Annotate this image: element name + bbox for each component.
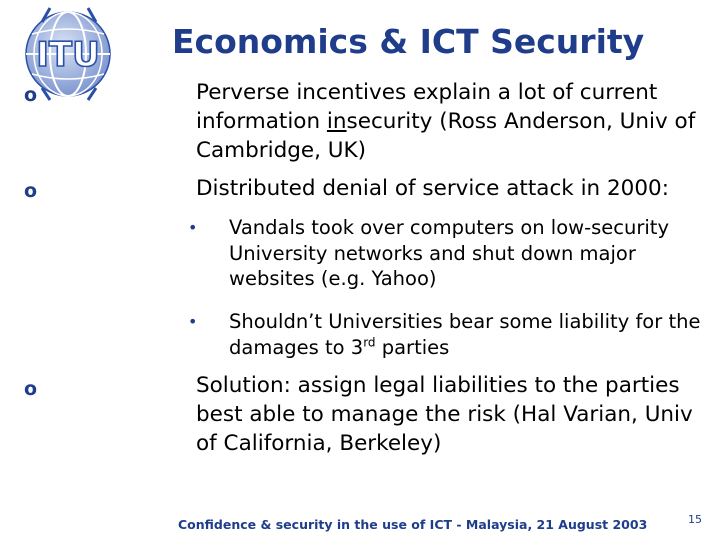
bullet-text-1-underlined: in xyxy=(326,109,347,134)
sub-bullet-text-2-part-b: parties xyxy=(375,335,450,359)
sub-bullet-marker: • xyxy=(188,218,198,237)
sub-bullet-text-2-part-a: Shouldn’t Universities bear some liability for the damages to 3 xyxy=(229,310,701,359)
ordinal-suffix: rd xyxy=(363,335,376,349)
bullet-text-1-part-b: security (Ross Anderson, Univ of Cambridge, UK) xyxy=(196,109,696,163)
logo-text: ITU xyxy=(36,35,100,75)
bullet-text-2: Distributed denial of service attack in 2000: xyxy=(196,176,669,201)
bullet-text-1-part-a: Perverse incentives explain a lot of current information xyxy=(196,80,658,134)
bullet-text-1 xyxy=(196,78,711,165)
bullet-marker: o xyxy=(24,378,38,400)
sub-bullet-text-1: Vandals took over computers on low-security University networks and shut down major websites (e.g. Yahoo) xyxy=(229,216,669,290)
bullet-text-3: Solution: assign legal liabilities to the parties best able to manage the risk (Hal Varian, Univ of California, Berkeley) xyxy=(196,373,693,456)
slide-footer: Confidence & security in the use of ICT - Malaysia, 21 August 2003 xyxy=(178,517,648,532)
bullet-marker: o xyxy=(24,84,38,106)
slide-title: Economics & ICT Security xyxy=(172,22,645,61)
sub-bullet-marker: • xyxy=(188,312,198,331)
page-number: 15 xyxy=(688,513,702,526)
bullet-marker: o xyxy=(24,180,38,202)
sub-bullet-text-2 xyxy=(229,309,717,360)
